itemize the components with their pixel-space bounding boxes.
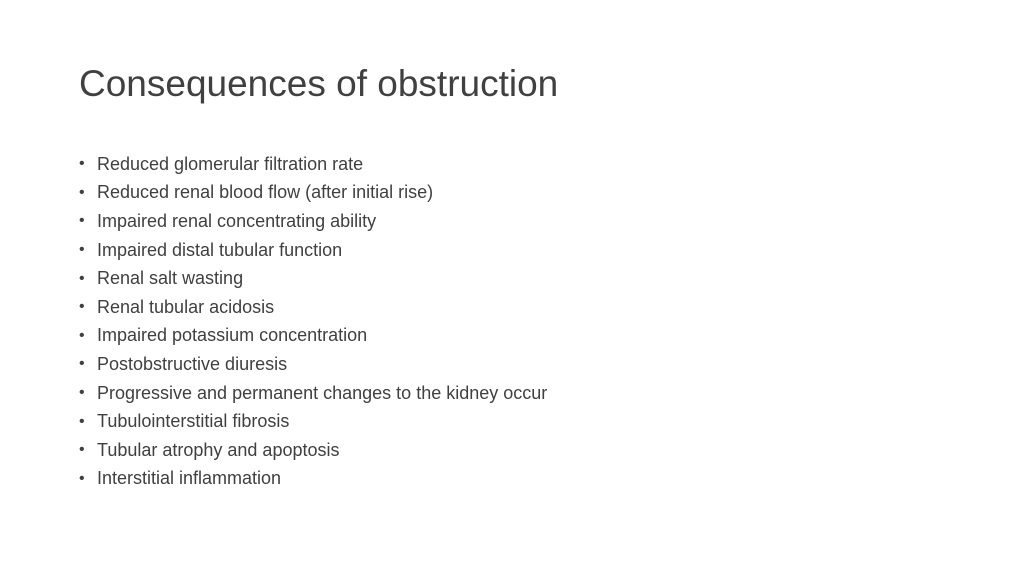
list-item-text: Progressive and permanent changes to the kidney occur bbox=[97, 382, 548, 403]
bullet-icon: • bbox=[79, 469, 85, 487]
bullet-icon: • bbox=[79, 326, 85, 344]
list-item-text: Impaired renal concentrating ability bbox=[97, 210, 377, 231]
slide-title: Consequences of obstruction bbox=[79, 63, 559, 104]
list-item bbox=[79, 264, 547, 293]
bullet-icon: • bbox=[79, 355, 85, 373]
list-item bbox=[79, 293, 547, 322]
bullet-icon: • bbox=[79, 441, 85, 459]
list-item-text: Postobstructive diuresis bbox=[97, 353, 288, 374]
bullet-icon: • bbox=[79, 183, 85, 201]
list-item bbox=[79, 207, 547, 236]
bullet-icon: • bbox=[79, 412, 85, 430]
list-item-text: Impaired distal tubular function bbox=[97, 239, 343, 260]
list-item-text: Renal salt wasting bbox=[97, 268, 244, 289]
bullet-icon: • bbox=[79, 269, 85, 287]
list-item bbox=[79, 350, 547, 379]
list-item-text: Tubular atrophy and apoptosis bbox=[97, 439, 340, 460]
list-item bbox=[79, 465, 547, 494]
bullet-icon: • bbox=[79, 155, 85, 173]
list-item bbox=[79, 379, 547, 408]
bullet-list bbox=[79, 150, 547, 493]
list-item-text: Reduced renal blood flow (after initial rise) bbox=[97, 182, 434, 203]
list-item-text: Impaired potassium concentration bbox=[97, 325, 368, 346]
bullet-icon: • bbox=[79, 298, 85, 316]
bullet-icon: • bbox=[79, 241, 85, 259]
list-item bbox=[79, 150, 547, 179]
list-item-text: Reduced glomerular filtration rate bbox=[97, 153, 364, 174]
list-item bbox=[79, 436, 547, 465]
list-item bbox=[79, 179, 547, 208]
bullet-icon: • bbox=[79, 384, 85, 402]
bullet-icon: • bbox=[79, 212, 85, 230]
list-item bbox=[79, 236, 547, 265]
list-item-text: Tubulointerstitial fibrosis bbox=[97, 411, 290, 432]
list-item bbox=[79, 407, 547, 436]
list-item-text: Interstitial inflammation bbox=[97, 468, 282, 489]
list-item-text: Renal tubular acidosis bbox=[97, 296, 275, 317]
list-item bbox=[79, 322, 547, 351]
